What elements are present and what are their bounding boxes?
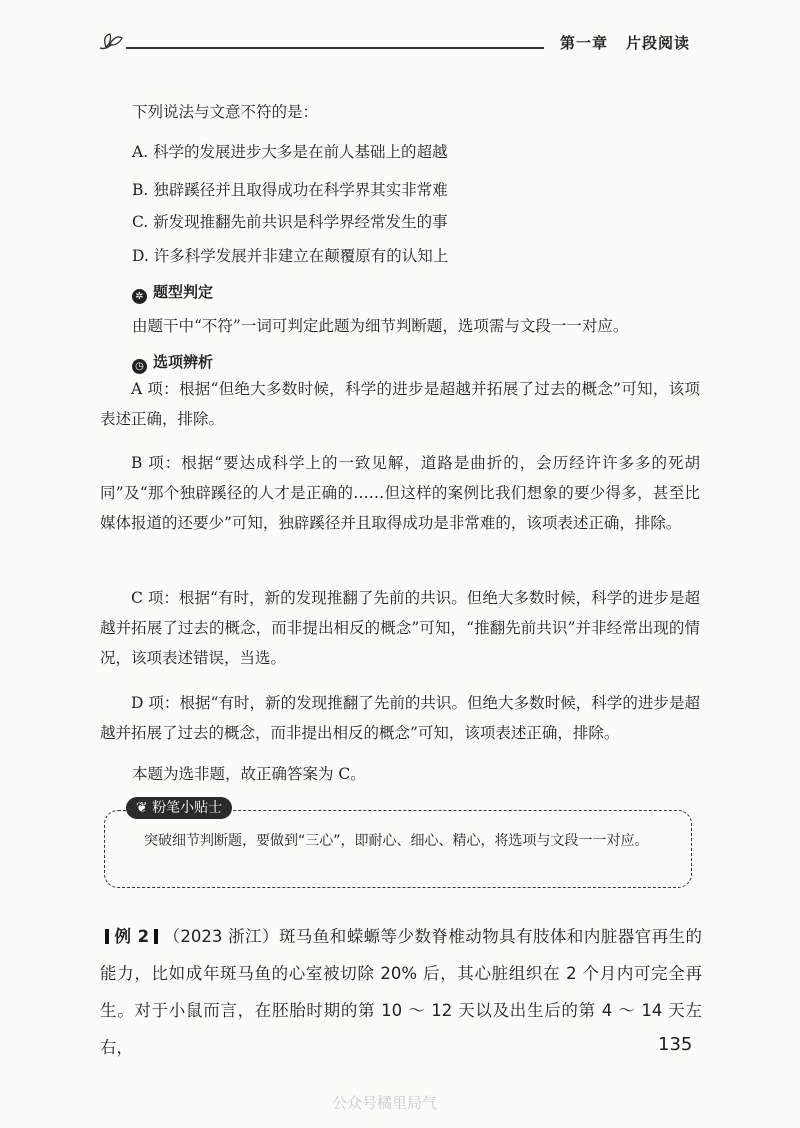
page-number: 135 — [658, 1034, 693, 1055]
option-c: C. 新发现推翻先前共识是科学界经常发生的事 — [132, 213, 448, 231]
tip-badge-label: 粉笔小贴士 — [152, 800, 223, 816]
gear-icon: ✲ — [132, 289, 147, 304]
header-rule — [126, 47, 544, 49]
sprout-icon: ❦ — [136, 800, 153, 816]
bracket-bar — [105, 929, 109, 944]
example-label: 例 2 — [114, 927, 150, 946]
analysis-section-heading — [132, 351, 213, 374]
conclusion: 本题为选非题，故正确答案为 C。 — [132, 765, 366, 783]
bracket-bar — [154, 929, 158, 944]
option-a: A. 科学的发展进步大多是在前人基础上的超越 — [132, 143, 448, 161]
tip-text: 突破细节判断题，要做到“三心”，即耐心、细心、精心，将选项与文段一一对应。 — [144, 833, 649, 849]
watermark: 公众号橘里局气 — [332, 1094, 438, 1112]
type-section-heading — [132, 281, 213, 304]
example-block — [100, 918, 702, 1066]
example-text: 斑马鱼和蝾螈等少数脊椎动物具有肢体和内脏器官再生的能力，比如成年斑马鱼的心室被切除 20% 后，其心脏组织在 2 个月内可完全再生。对于小鼠而言，在胚胎时期的第 10 ～ 12 天以及出生后的第 4 ～ 14 天左右， — [100, 927, 702, 1057]
example-source: （2023 浙江） — [163, 927, 279, 946]
chapter-label: 第一章 — [560, 34, 609, 52]
section-label: 片段阅读 — [626, 34, 691, 52]
type-section-title: 题型判定 — [153, 283, 214, 301]
sprout-icon — [96, 30, 126, 52]
question-stem: 下列说法与文意不符的是： — [132, 103, 319, 121]
type-section-text: 由题干中“不符”一词可判定此题为细节判断题，选项需与文段一一对应。 — [132, 317, 629, 335]
analysis-b: B 项：根据“要达成科学上的一致见解，道路是曲折的，会历经许许多多的死胡同”及“那个独辟蹊径的人才是正确的……但这样的案例比我们想象的要少得多，甚至比媒体报道的还要少”可知，独辟蹊径并且取得成功是非常难的，该项表述正确，排除。 — [100, 454, 700, 532]
analysis-c: C 项：根据“有时，新的发现推翻了先前的共识。但绝大多数时候，科学的进步是超越并拓展了过去的概念，而非提出相反的概念”可知，“推翻先前共识”并非经常出现的情况，该项表述错误，当选。 — [100, 589, 700, 667]
analysis-section-title: 选项辨析 — [153, 353, 214, 371]
clock-icon: ◷ — [132, 359, 147, 374]
analysis-d: D 项：根据“有时，新的发现推翻了先前的共识。但绝大多数时候，科学的进步是超越并拓展了过去的概念，而非提出相反的概念”可知，该项表述正确，排除。 — [100, 694, 700, 742]
tip-badge — [126, 797, 232, 819]
running-header — [560, 32, 690, 53]
option-b: B. 独辟蹊径并且取得成功在科学界其实非常难 — [132, 181, 448, 199]
analysis-a: A 项：根据“但绝大多数时候，科学的进步是超越并拓展了过去的概念”可知，该项表述正确，排除。 — [100, 380, 700, 428]
option-d: D. 许多科学发展并非建立在颠覆原有的认知上 — [132, 247, 449, 265]
